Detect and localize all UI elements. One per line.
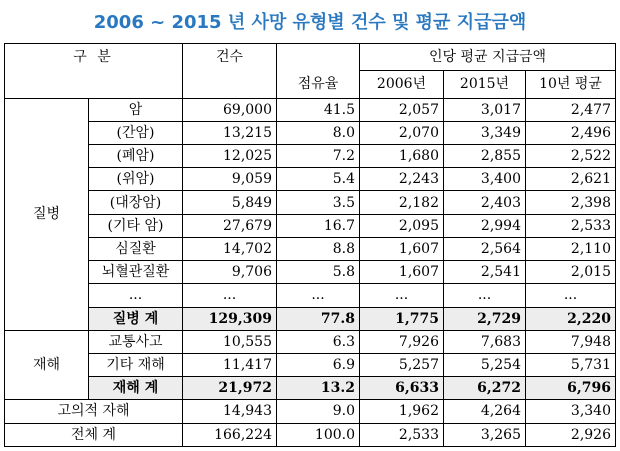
table-row xyxy=(5,168,616,191)
cell-count: 13,215 xyxy=(183,121,277,144)
cell-share: ... xyxy=(277,284,360,307)
cell-2015: 5,254 xyxy=(444,353,526,376)
table-row xyxy=(5,191,616,214)
cell-2015: 3,349 xyxy=(444,121,526,144)
cell-2006: 1,607 xyxy=(360,261,444,284)
row-label: (대장암) xyxy=(89,191,183,214)
cell-2006: 1,607 xyxy=(360,237,444,260)
table-row xyxy=(5,330,616,353)
cell-2015: 2,564 xyxy=(444,237,526,260)
cell-2015: 2,403 xyxy=(444,191,526,214)
cell-share: 100.0 xyxy=(277,423,360,446)
avg10-header: 10년 평균 xyxy=(526,71,616,98)
cell-share: 6.3 xyxy=(277,330,360,353)
cell-share: 16.7 xyxy=(277,214,360,237)
cell-2015: 2,855 xyxy=(444,144,526,167)
cell-avg10: 2,496 xyxy=(526,121,616,144)
cell-2015: 2,541 xyxy=(444,261,526,284)
group-label-accident: 재해 xyxy=(5,330,89,400)
cell-avg10: 2,621 xyxy=(526,168,616,191)
cell-share: 3.5 xyxy=(277,191,360,214)
cell-avg10: 2,398 xyxy=(526,191,616,214)
row-label: 재해 계 xyxy=(89,377,183,400)
cell-avg10: 5,731 xyxy=(526,353,616,376)
category-header-spacer xyxy=(5,71,183,98)
cell-2015: 6,272 xyxy=(444,377,526,400)
cell-count: ... xyxy=(183,284,277,307)
count-header-spacer xyxy=(183,71,277,98)
cell-share: 8.0 xyxy=(277,121,360,144)
cell-avg10: 2,110 xyxy=(526,237,616,260)
cell-count: 14,702 xyxy=(183,237,277,260)
cell-2006: 6,633 xyxy=(360,377,444,400)
subtotal-row xyxy=(5,377,616,400)
cell-share: 77.8 xyxy=(277,307,360,330)
cell-count: 27,679 xyxy=(183,214,277,237)
cell-avg10: 2,220 xyxy=(526,307,616,330)
table-row xyxy=(5,121,616,144)
row-label: 전체 계 xyxy=(5,423,183,446)
cell-2015: 3,017 xyxy=(444,98,526,121)
cell-count: 12,025 xyxy=(183,144,277,167)
cell-avg10: 6,796 xyxy=(526,377,616,400)
cell-2006: ... xyxy=(360,284,444,307)
row-label: (위암) xyxy=(89,168,183,191)
table-row xyxy=(5,284,616,307)
cell-2006: 2,533 xyxy=(360,423,444,446)
row-label: 암 xyxy=(89,98,183,121)
cell-share: 9.0 xyxy=(277,400,360,423)
cell-share: 7.2 xyxy=(277,144,360,167)
table-row xyxy=(5,144,616,167)
cell-share: 5.4 xyxy=(277,168,360,191)
category-header: 구 분 xyxy=(5,44,183,71)
row-label: 기타 재해 xyxy=(89,353,183,376)
y2015-header: 2015년 xyxy=(444,71,526,98)
cell-avg10: 2,926 xyxy=(526,423,616,446)
cell-avg10: 7,948 xyxy=(526,330,616,353)
table-row xyxy=(5,353,616,376)
cell-2006: 1,680 xyxy=(360,144,444,167)
cell-share: 41.5 xyxy=(277,98,360,121)
death-payment-table xyxy=(4,43,616,447)
total-row xyxy=(5,423,616,446)
row-label: 교통사고 xyxy=(89,330,183,353)
cell-2015: 7,683 xyxy=(444,330,526,353)
table-row xyxy=(5,400,616,423)
amount-group-header: 인당 평균 지급금액 xyxy=(360,44,616,71)
cell-count: 166,224 xyxy=(183,423,277,446)
table-row xyxy=(5,98,616,121)
cell-share: 8.8 xyxy=(277,237,360,260)
cell-2006: 2,057 xyxy=(360,98,444,121)
cell-2006: 2,095 xyxy=(360,214,444,237)
cell-2006: 1,775 xyxy=(360,307,444,330)
cell-2015: 2,729 xyxy=(444,307,526,330)
cell-2006: 2,182 xyxy=(360,191,444,214)
cell-avg10: 3,340 xyxy=(526,400,616,423)
cell-count: 69,000 xyxy=(183,98,277,121)
row-label: ... xyxy=(89,284,183,307)
row-label: 질병 계 xyxy=(89,307,183,330)
cell-count: 9,059 xyxy=(183,168,277,191)
table-row xyxy=(5,261,616,284)
table-row xyxy=(5,237,616,260)
cell-count: 10,555 xyxy=(183,330,277,353)
cell-count: 129,309 xyxy=(183,307,277,330)
cell-2006: 1,962 xyxy=(360,400,444,423)
subtotal-row xyxy=(5,307,616,330)
cell-2006: 2,243 xyxy=(360,168,444,191)
cell-2015: 3,400 xyxy=(444,168,526,191)
group-label-disease: 질병 xyxy=(5,98,89,330)
row-label: 고의적 자해 xyxy=(5,400,183,423)
cell-avg10: 2,533 xyxy=(526,214,616,237)
cell-avg10: 2,015 xyxy=(526,261,616,284)
cell-avg10: ... xyxy=(526,284,616,307)
cell-share: 6.9 xyxy=(277,353,360,376)
cell-count: 9,706 xyxy=(183,261,277,284)
cell-count: 11,417 xyxy=(183,353,277,376)
cell-2006: 5,257 xyxy=(360,353,444,376)
header-row-1 xyxy=(5,44,616,71)
table-title: 2006 ~ 2015 년 사망 유형별 건수 및 평균 지급금액 xyxy=(93,12,527,33)
cell-avg10: 2,477 xyxy=(526,98,616,121)
cell-2006: 7,926 xyxy=(360,330,444,353)
cell-2006: 2,070 xyxy=(360,121,444,144)
row-label: (기타 암) xyxy=(89,214,183,237)
cell-2015: 3,265 xyxy=(444,423,526,446)
cell-share: 5.8 xyxy=(277,261,360,284)
cell-count: 14,943 xyxy=(183,400,277,423)
cell-2015: 2,994 xyxy=(444,214,526,237)
row-label: (폐암) xyxy=(89,144,183,167)
row-label: (간암) xyxy=(89,121,183,144)
header-row-2 xyxy=(5,71,616,98)
cell-2015: 4,264 xyxy=(444,400,526,423)
row-label: 뇌혈관질환 xyxy=(89,261,183,284)
y2006-header: 2006년 xyxy=(360,71,444,98)
table-row xyxy=(5,214,616,237)
share-header-spacer xyxy=(277,44,360,71)
cell-count: 21,972 xyxy=(183,377,277,400)
count-header: 건수 xyxy=(183,44,277,71)
cell-2015: ... xyxy=(444,284,526,307)
share-header: 점유율 xyxy=(277,71,360,98)
row-label: 심질환 xyxy=(89,237,183,260)
cell-share: 13.2 xyxy=(277,377,360,400)
cell-count: 5,849 xyxy=(183,191,277,214)
cell-avg10: 2,522 xyxy=(526,144,616,167)
